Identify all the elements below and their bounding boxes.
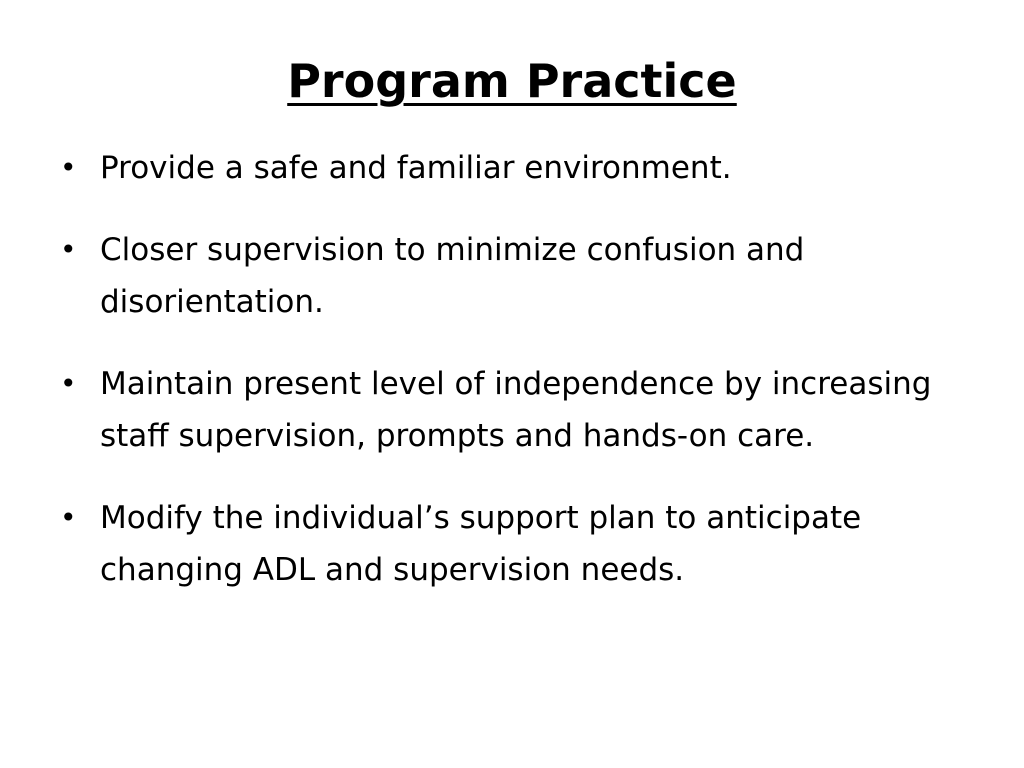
bullet-item: [56, 142, 956, 194]
bullet-icon: •: [60, 233, 77, 266]
bullet-item: [56, 224, 956, 328]
bullet-text: Modify the individual’s support plan to anticipate changing ADL and supervision needs.: [100, 500, 862, 588]
slide-title: [0, 46, 1024, 116]
bullet-text: Provide a safe and familiar environment.: [100, 150, 732, 186]
bullet-icon: •: [60, 151, 77, 184]
bullet-text: Closer supervision to minimize confusion and disorientation.: [100, 232, 805, 320]
bullet-item: [56, 492, 956, 596]
bullet-item: [56, 358, 956, 462]
bullet-text: Maintain present level of independence by increasing staff supervision, prompts and hands-on care.: [100, 366, 932, 454]
slide-title-text: Program Practice: [287, 54, 737, 108]
bullet-list: [56, 142, 956, 626]
bullet-icon: •: [60, 367, 77, 400]
bullet-icon: •: [60, 501, 77, 534]
